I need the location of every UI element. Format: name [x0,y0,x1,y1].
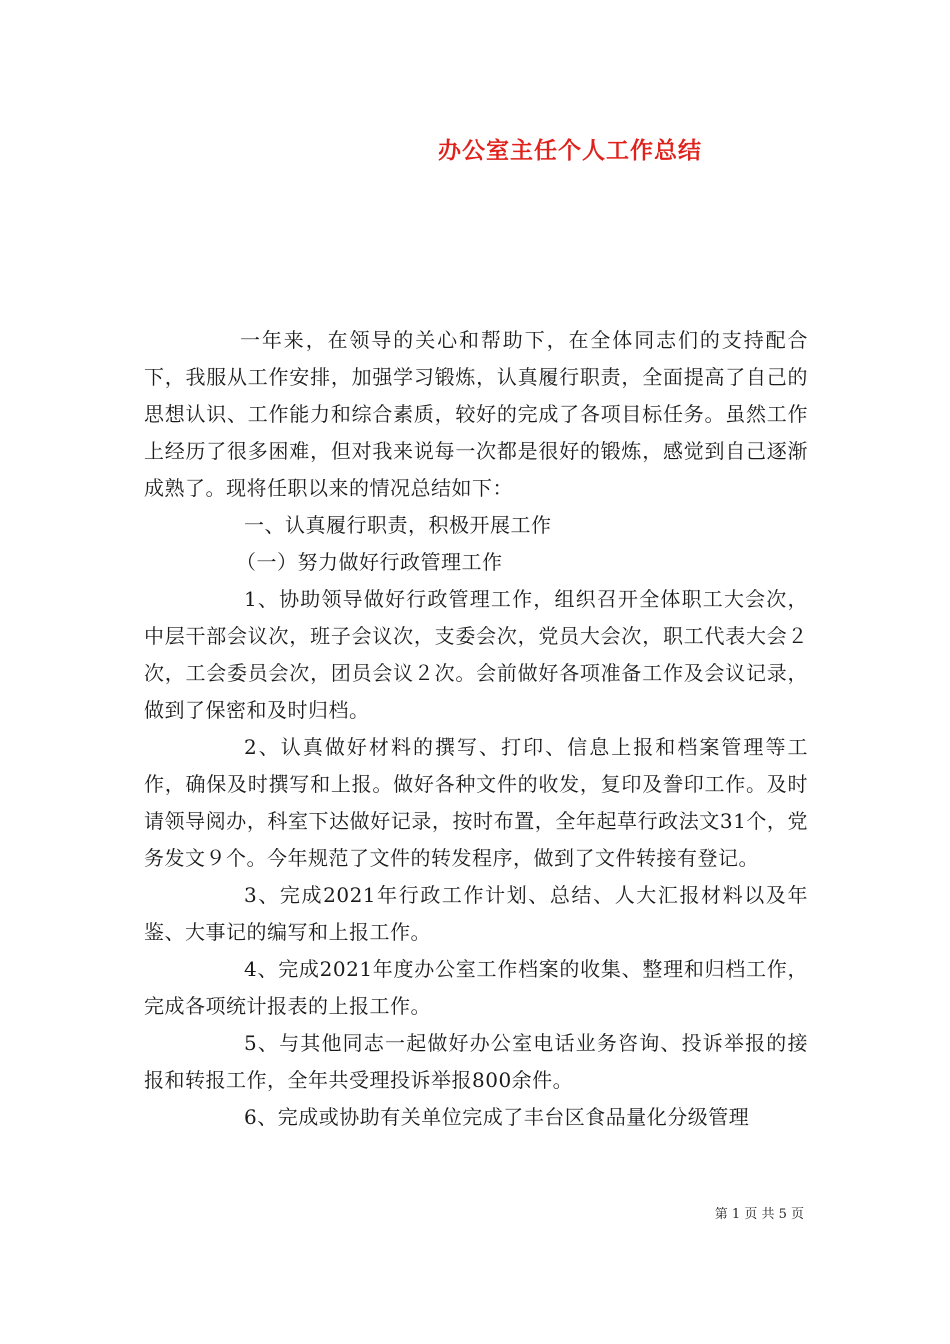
document-title: 办公室主任个人工作总结 [438,137,702,164]
paragraph-item-3: 3、完成2021年行政工作计划、总结、人大汇报材料以及年鉴、大事记的编写和上报工作。 [144,883,808,944]
paragraph-item-2: 2、认真做好材料的撰写、打印、信息上报和档案管理等工作，确保及时撰写和上报。做好各种文件的收发，复印及誊印工作。及时请领导阅办，科室下达做好记录，按时布置，全年起草行政法文31个，党务发文９个。今年规范了文件的转发程序，做到了文件转接有登记。 [144,735,808,870]
document-body [144,322,808,1136]
subsection-heading-1: （一）努力做好行政管理工作 [236,550,503,574]
paragraph-item-4: 4、完成2021年度办公室工作档案的收集、整理和归档工作，完成各项统计报表的上报工作。 [144,957,808,1018]
paragraph-item-5: 5、与其他同志一起做好办公室电话业务咨询、投诉举报的接报和转报工作，全年共受理投诉举报800余件。 [144,1031,808,1092]
paragraph-intro: 一年来，在领导的关心和帮助下，在全体同志们的支持配合下，我服从工作安排，加强学习锻炼，认真履行职责，全面提高了自己的思想认识、工作能力和综合素质，较好的完成了各项目标任务。虽然工作上经历了很多困难，但对我来说每一次都是很好的锻炼，感觉到自己逐渐成熟了。现将任职以来的情况总结如下： [144,328,808,500]
section-heading-1: 一、认真履行职责，积极开展工作 [244,513,552,537]
paragraph-item-1: 1、协助领导做好行政管理工作，组织召开全体职工大会次，中层干部会议次，班子会议次，支委会次，党员大会次，职工代表大会２次，工会委员会次，团员会议２次。会前做好各项准备工作及会议记录，做到了保密和及时归档。 [144,587,808,722]
page-number: 第 1 页 共 5 页 [714,1207,804,1222]
paragraph-item-6: 6、完成或协助有关单位完成了丰台区食品量化分级管理 [244,1105,750,1129]
